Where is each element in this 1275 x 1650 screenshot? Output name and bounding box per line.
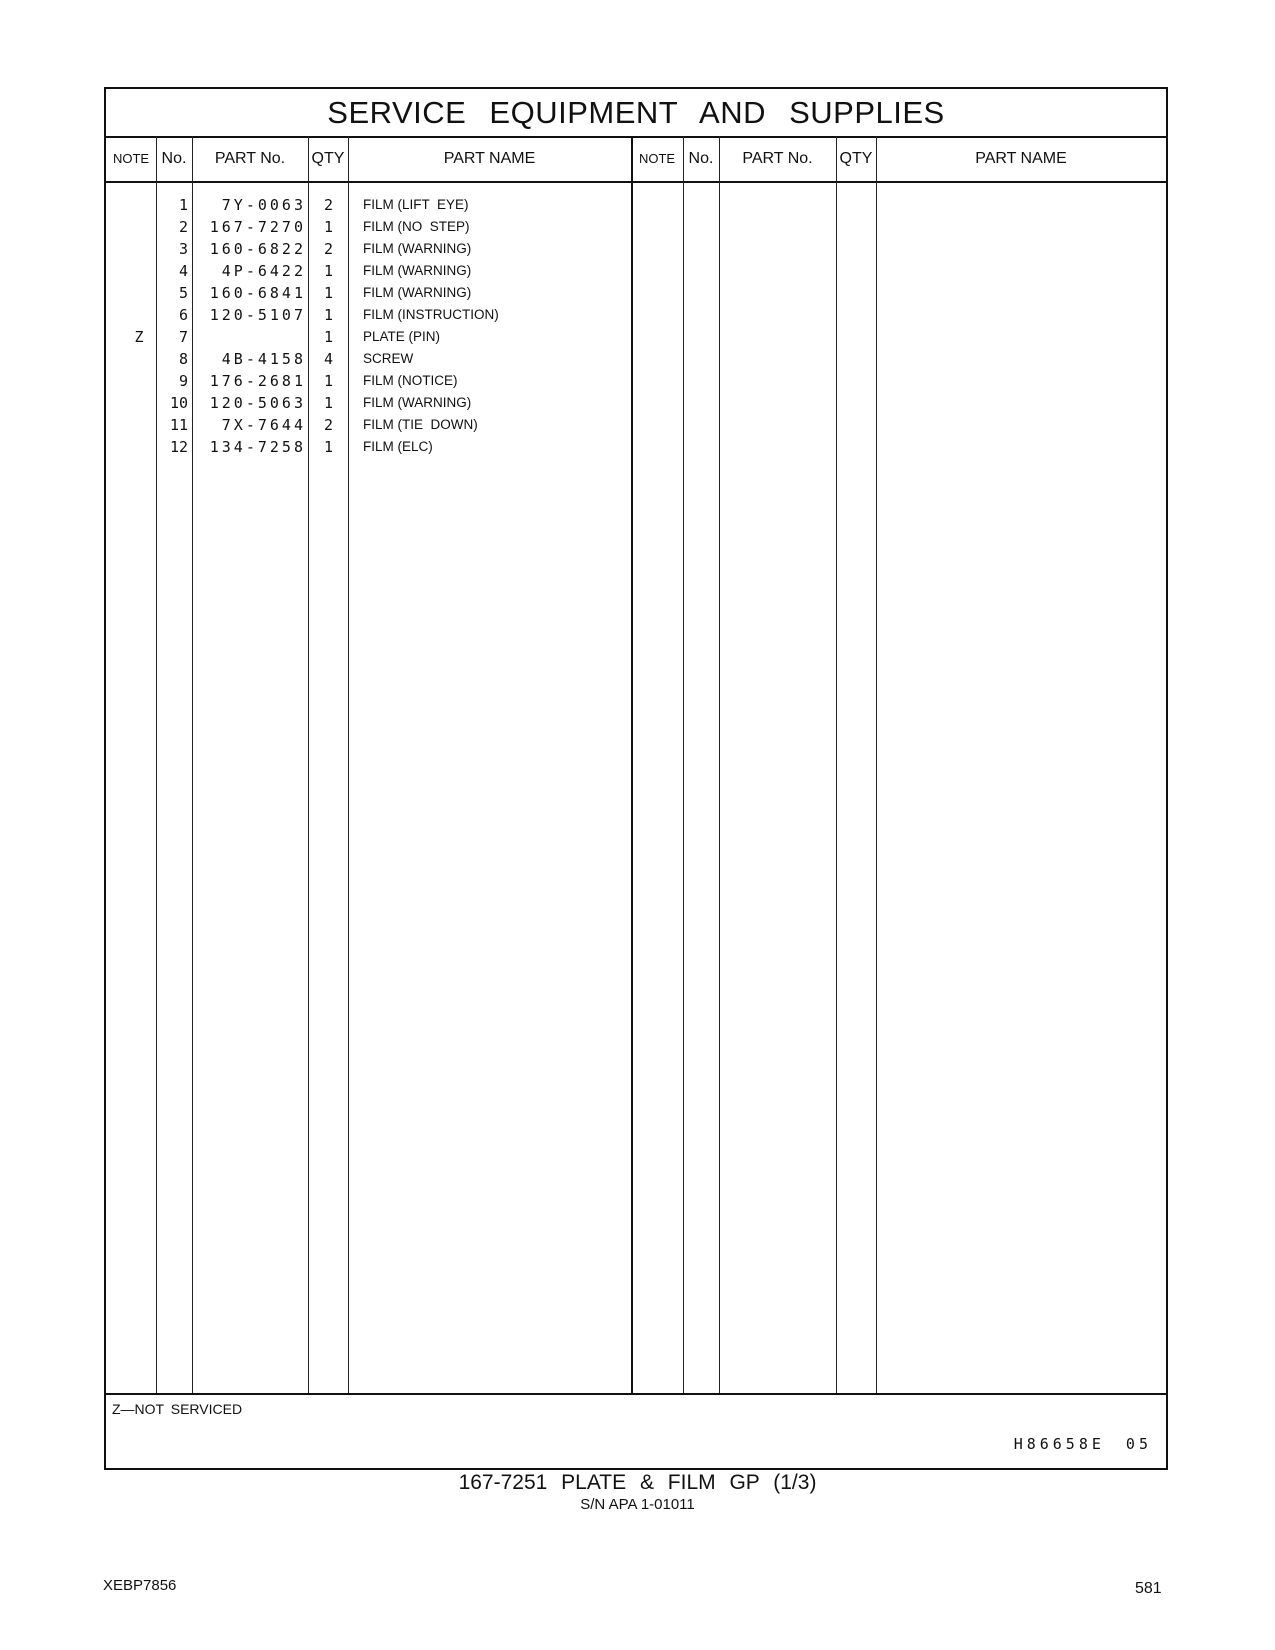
header-part-name-right: PART NAME: [975, 150, 1067, 167]
row-part-name: FILM (NOTICE): [363, 373, 458, 388]
row-part-name: FILM (NO STEP): [363, 219, 470, 234]
row-quantity: 1: [323, 262, 333, 280]
row-number: 11: [169, 416, 188, 434]
column-divider: [719, 136, 720, 1393]
row-part-name: FILM (TIE DOWN): [363, 417, 478, 432]
row-part-name: FILM (WARNING): [363, 241, 472, 256]
group-caption: 167-7251 PLATE & FILM GP (1/3): [458, 1471, 817, 1494]
header-qty-left: QTY: [311, 150, 345, 167]
row-part-number: 167-7270: [209, 218, 306, 236]
row-part-number: 134-7258: [209, 438, 306, 456]
column-divider: [836, 136, 837, 1393]
row-number: 12: [169, 438, 188, 456]
page-title: SERVICE EQUIPMENT AND SUPPLIES: [106, 89, 1166, 138]
column-divider: [192, 136, 193, 1393]
row-part-number: 4P-6422: [221, 262, 306, 280]
note-legend: Z—NOT SERVICED: [112, 1401, 243, 1417]
row-quantity: 2: [323, 196, 333, 214]
header-qty-right: QTY: [839, 150, 873, 167]
row-part-name: FILM (ELC): [363, 439, 433, 454]
row-part-number: 120-5107: [209, 306, 306, 324]
row-part-number: 160-6841: [209, 284, 306, 302]
column-divider: [876, 136, 877, 1393]
illustration-number: H86658E 05: [1013, 1435, 1152, 1453]
row-number: 4: [178, 262, 188, 280]
row-quantity: 1: [323, 218, 333, 236]
column-divider-center: [631, 136, 633, 1393]
row-part-name: FILM (WARNING): [363, 263, 472, 278]
header-part-no-right: PART No.: [742, 150, 813, 167]
row-quantity: 2: [323, 416, 333, 434]
row-part-name: PLATE (PIN): [363, 329, 441, 344]
row-part-number: 4B-4158: [221, 350, 306, 368]
header-note-right: NOTE: [638, 151, 676, 166]
column-divider: [156, 136, 157, 1393]
row-quantity: 1: [323, 284, 333, 302]
row-quantity: 1: [323, 438, 333, 456]
row-number: 5: [178, 284, 188, 302]
row-number: 3: [178, 240, 188, 258]
row-quantity: 1: [323, 394, 333, 412]
row-part-number: 176-2681: [209, 372, 306, 390]
page-number: 581: [1135, 1580, 1162, 1597]
header-note-left: NOTE: [112, 151, 150, 166]
row-number: 1: [178, 196, 188, 214]
row-quantity: 4: [323, 350, 333, 368]
header-no-left: No.: [161, 150, 187, 167]
row-part-number: 7Y-0063: [221, 196, 306, 214]
column-divider: [348, 136, 349, 1393]
row-quantity: 1: [323, 328, 333, 346]
row-number: 2: [178, 218, 188, 236]
serial-number-range: S/N APA 1-01011: [580, 1496, 695, 1513]
column-divider: [683, 136, 684, 1393]
footer-divider: [106, 1393, 1166, 1395]
header-part-name-left: PART NAME: [443, 150, 536, 167]
row-number: 10: [169, 394, 188, 412]
row-part-number: 120-5063: [209, 394, 306, 412]
row-quantity: 2: [323, 240, 333, 258]
row-number: 7: [178, 328, 188, 346]
row-part-name: FILM (LIFT EYE): [363, 197, 469, 212]
row-number: 9: [178, 372, 188, 390]
row-part-name: FILM (INSTRUCTION): [363, 307, 499, 322]
row-part-name: SCREW: [363, 351, 414, 366]
row-quantity: 1: [323, 306, 333, 324]
row-note: Z: [134, 328, 144, 346]
row-number: 8: [178, 350, 188, 368]
row-number: 6: [178, 306, 188, 324]
table-header: [106, 136, 1166, 183]
row-part-number: 7X-7644: [221, 416, 306, 434]
row-part-name: FILM (WARNING): [363, 285, 472, 300]
publication-number: XEBP7856: [103, 1577, 177, 1594]
row-quantity: 1: [323, 372, 333, 390]
parts-table-frame: [104, 87, 1168, 1470]
row-part-name: FILM (WARNING): [363, 395, 472, 410]
header-no-right: No.: [688, 150, 714, 167]
header-part-no-left: PART No.: [214, 150, 286, 167]
row-part-number: 160-6822: [209, 240, 306, 258]
